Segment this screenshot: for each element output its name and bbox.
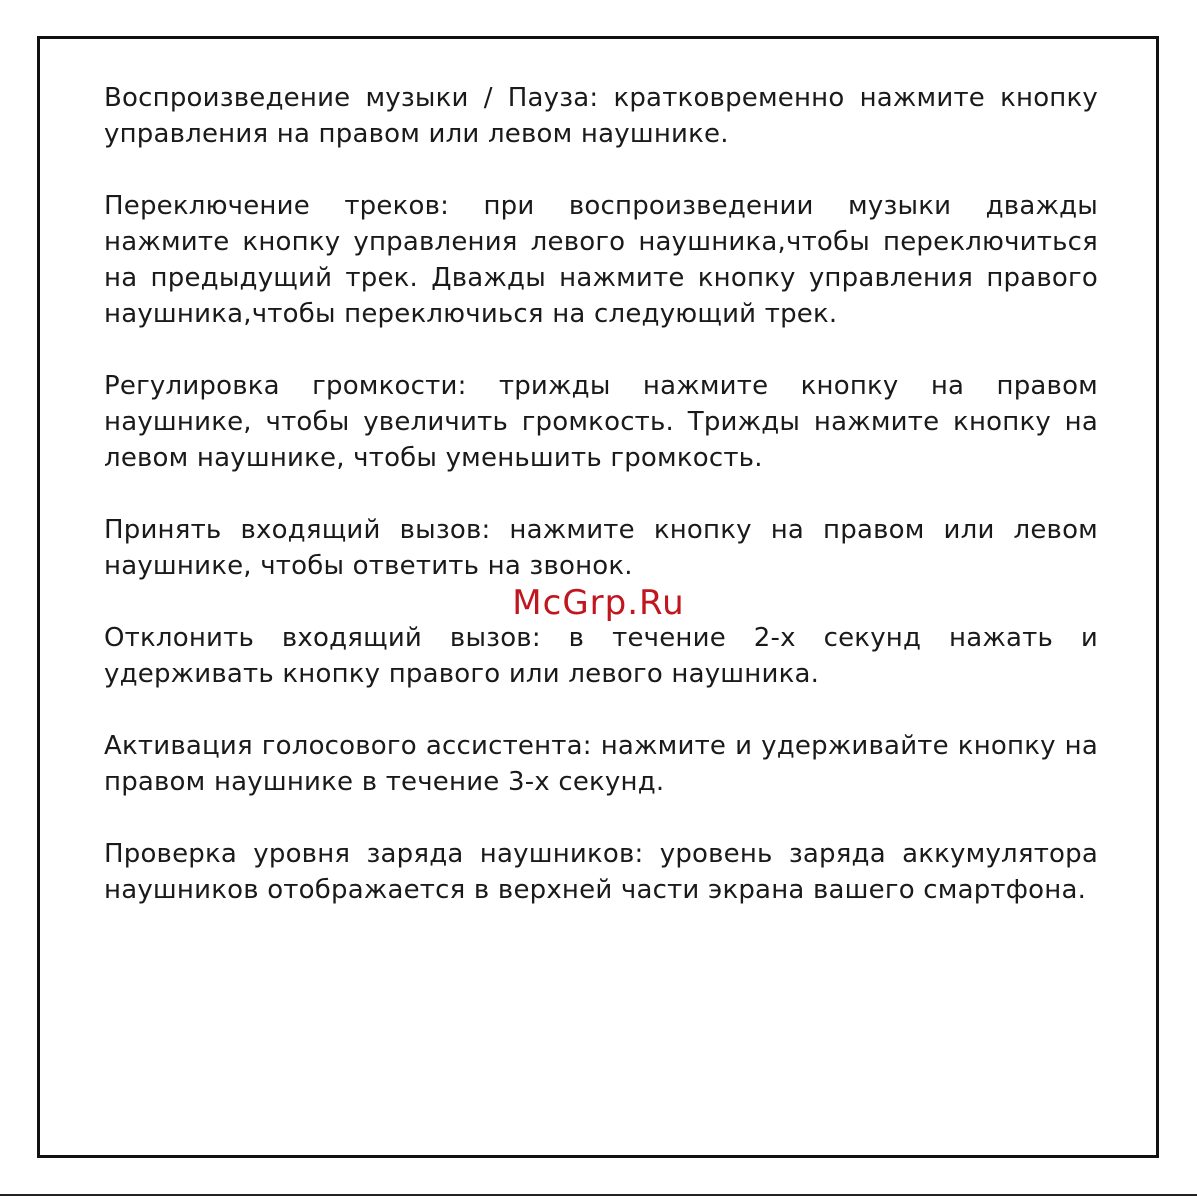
instructions-text	[104, 80, 1098, 944]
watermark-text: McGrp.Ru	[512, 583, 685, 623]
paragraph-track-switch: Переключение треков: при воспроизведении музыки дважды нажмите кнопку управления левого наушника,чтобы переключиться на предыдущий трек. Дважды нажмите кнопку управления правого наушника,чтобы переключиься на следующий трек.	[104, 191, 1098, 329]
paragraph-battery-check: Проверка уровня заряда наушников: уровень заряда аккумулятора наушников отображается в верхней части экрана вашего смартфона.	[104, 839, 1098, 905]
paragraph-reject-call: Отклонить входящий вызов: в течение 2-х секунд нажать и удерживать кнопку правого или левого наушника.	[104, 623, 1098, 689]
bottom-divider	[0, 1194, 1197, 1196]
paragraph-accept-call: Принять входящий вызов: нажмите кнопку на правом или левом наушнике, чтобы ответить на звонок.	[104, 515, 1098, 581]
paragraph-volume-control: Регулировка громкости: трижды нажмите кнопку на правом наушнике, чтобы увеличить громкость. Трижды нажмите кнопку на левом наушнике, чтобы уменьшить громкость.	[104, 371, 1098, 473]
paragraph-playback-pause: Воспроизведение музыки / Пауза: кратковременно нажмите кнопку управления на правом или левом наушнике.	[104, 83, 1098, 149]
paragraph-voice-assistant: Активация голосового ассистента: нажмите и удерживайте кнопку на правом наушнике в течение 3-х секунд.	[104, 731, 1098, 797]
